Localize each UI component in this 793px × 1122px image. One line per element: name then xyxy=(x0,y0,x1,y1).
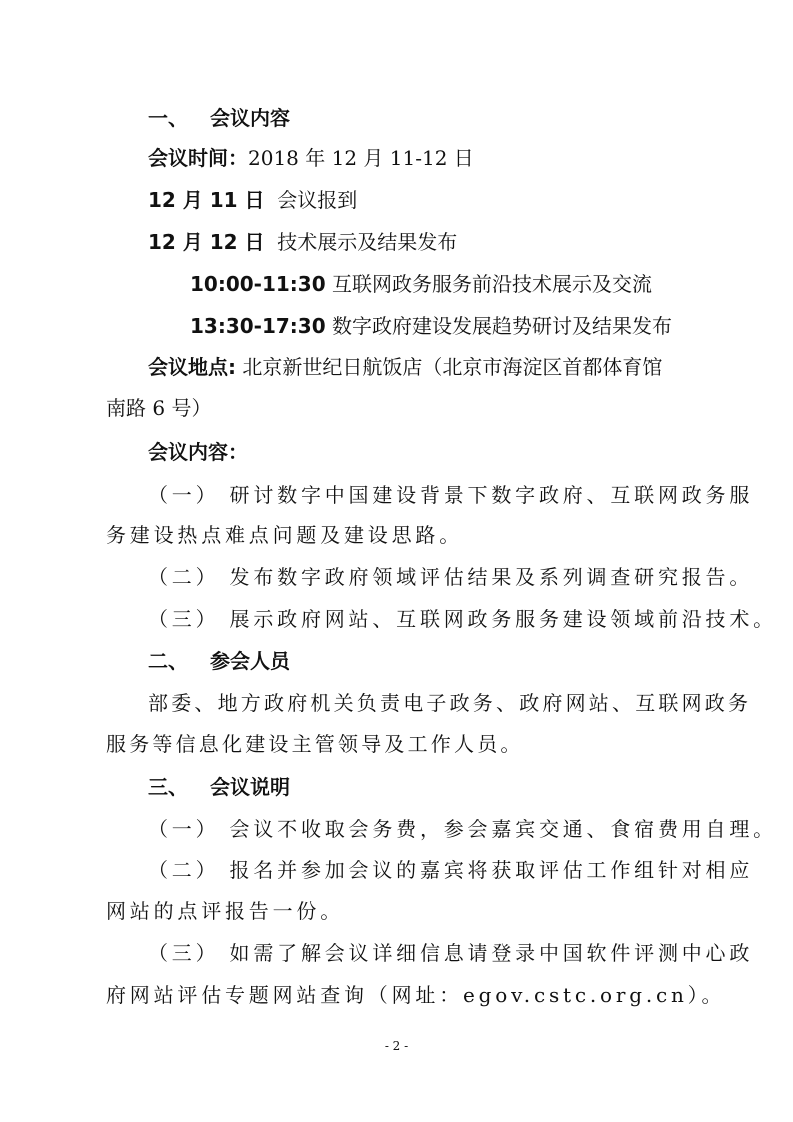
location-value-line-1: 北京新世纪日航饭店（北京市海淀区首都体育馆 xyxy=(242,355,663,379)
section-2-heading xyxy=(148,647,290,675)
section-3-number: 三、 xyxy=(148,775,188,799)
schedule-day-11 xyxy=(148,186,357,214)
session-1 xyxy=(190,270,652,298)
session-2 xyxy=(190,312,672,340)
note-3-line-1: （三） 如需了解会议详细信息请登录中国软件评测中心政 xyxy=(148,941,754,965)
section-3-heading xyxy=(148,773,290,801)
page-number: - 2 - xyxy=(384,1039,409,1053)
session-1-text: 互联网政务服务前沿技术展示及交流 xyxy=(331,272,652,296)
attendees-line-2: 服务等信息化建设主管领导及工作人员。 xyxy=(106,732,524,756)
location-colon: : xyxy=(228,355,236,379)
content-item-2: （二） 发布数字政府领域评估结果及系列调查研究报告。 xyxy=(148,565,754,589)
meeting-location xyxy=(148,353,662,381)
session-2-time: 13:30-17:30 xyxy=(190,314,326,338)
content-item-1-line-2: 务建设热点难点问题及建设思路。 xyxy=(106,523,463,547)
location-value-line-2: 南路 6 号） xyxy=(106,396,212,420)
session-1-time: 10:00-11:30 xyxy=(190,272,326,296)
content-label: 会议内容： xyxy=(148,440,248,464)
note-3-line-2: 府网站评估专题网站查询（网址：egov.cstc.org.cn）。 xyxy=(106,983,726,1007)
section-2-title: 参会人员 xyxy=(210,649,290,673)
schedule-day-12 xyxy=(148,228,457,256)
day-12-text: 技术展示及结果发布 xyxy=(277,230,458,254)
attendees-line-1: 部委、地方政府机关负责电子政务、政府网站、互联网政务 xyxy=(148,691,752,715)
day-11-date: 12 月 11 日 xyxy=(148,188,265,212)
section-2-number: 二、 xyxy=(148,649,188,673)
note-2-line-2: 网站的点评报告一份。 xyxy=(106,899,344,923)
section-3-title: 会议说明 xyxy=(210,775,290,799)
session-2-text: 数字政府建设发展趋势研讨及结果发布 xyxy=(331,314,672,338)
section-1-heading xyxy=(148,104,290,132)
section-1-number: 一、 xyxy=(148,106,188,130)
note-1: （一） 会议不收取会务费，参会嘉宾交通、食宿费用自理。 xyxy=(148,817,777,841)
note-2-line-1: （二） 报名并参加会议的嘉宾将获取评估工作组针对相应 xyxy=(148,858,754,882)
section-1-title: 会议内容 xyxy=(210,106,290,130)
day-11-text: 会议报到 xyxy=(277,188,358,212)
meeting-time-value: 2018 年 12 月 11-12 日 xyxy=(248,146,474,170)
meeting-time-label: 会议时间 xyxy=(148,146,228,170)
meeting-time xyxy=(148,144,474,172)
content-item-3: （三） 展示政府网站、互联网政务服务建设领域前沿技术。 xyxy=(148,607,777,631)
location-label: 会议地点 xyxy=(148,355,228,379)
day-12-date: 12 月 12 日 xyxy=(148,230,265,254)
meeting-time-colon: ： xyxy=(228,146,248,170)
content-item-1-line-1: （一） 研讨数字中国建设背景下数字政府、互联网政务服 xyxy=(148,483,754,507)
